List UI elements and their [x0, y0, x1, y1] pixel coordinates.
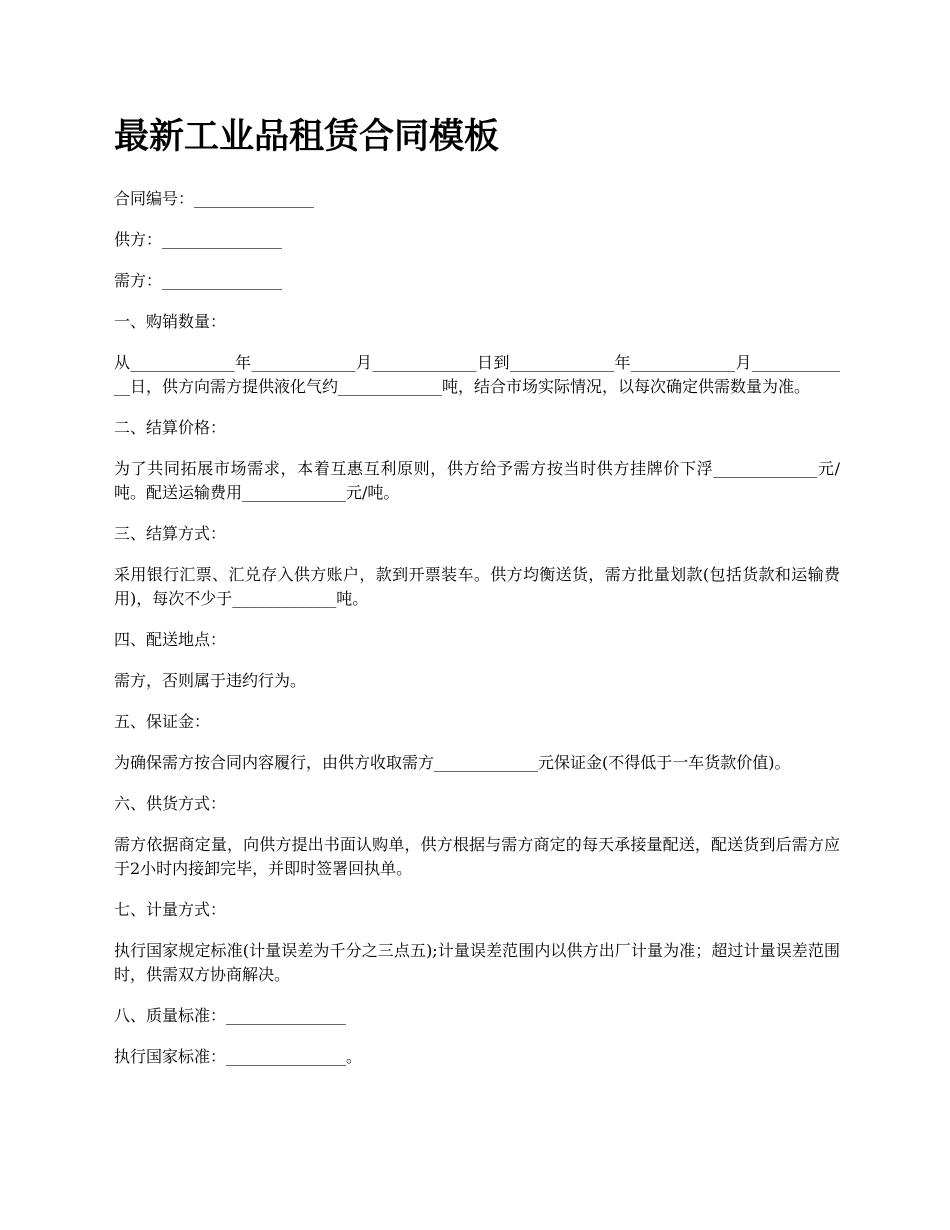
- paragraph-measurement: 执行国家规定标准(计量误差为千分之三点五);计量误差范围内以供方出厂计量为准；超过计量误差范围时，供需双方协商解决。: [114, 941, 840, 984]
- section-heading-quantity: 一、购销数量：: [114, 312, 227, 331]
- buyer-line: 需方：_______________: [114, 271, 283, 290]
- paragraph-price: 为了共同拓展市场需求，本着互惠互利原则，供方给予需方按当时供方挂牌价下浮_____________元/吨。配送运输费用_____________元/吨。: [114, 459, 840, 502]
- paragraph-supply-method: 需方依据商定量，向供方提出书面认购单，供方根据与需方商定的每天承接量配送，配送货到后需方应于2小时内接卸完毕，并即时签署回执单。: [114, 835, 840, 878]
- section-heading-price: 二、结算价格：: [114, 418, 227, 437]
- contract-number-line: 合同编号：_______________: [114, 189, 315, 208]
- paragraph-deposit: 为确保需方按合同内容履行，由供方收取需方_____________元保证金(不得低于一车货款价值)。: [114, 753, 791, 772]
- section-heading-quality: 八、质量标准：_______________: [114, 1006, 347, 1025]
- supplier-line: 供方：_______________: [114, 230, 283, 249]
- document-page: [114, 112, 840, 1086]
- section-heading-delivery-location: 四、配送地点：: [114, 630, 227, 649]
- section-heading-supply-method: 六、供货方式：: [114, 794, 227, 813]
- paragraph-settlement: 采用银行汇票、汇兑存入供方账户，款到开票装车。供方均衡送货，需方批量划款(包括货款和运输费用)，每次不少于_____________吨。: [114, 565, 840, 608]
- document-title: 最新工业品租赁合同模板: [114, 116, 500, 157]
- section-heading-measurement: 七、计量方式：: [114, 900, 227, 919]
- paragraph-quality: 执行国家标准：_______________。: [114, 1047, 363, 1066]
- paragraph-quantity: 从_____________年_____________月_____________日到_____________年_____________月_____________日，供方向需方提供液化气约_____________吨，结合市场实际情况，以每次确定供需数量为准。: [114, 353, 840, 396]
- section-heading-settlement: 三、结算方式：: [114, 524, 227, 543]
- paragraph-delivery-location: 需方，否则属于违约行为。: [114, 671, 307, 690]
- section-heading-deposit: 五、保证金：: [114, 712, 211, 731]
